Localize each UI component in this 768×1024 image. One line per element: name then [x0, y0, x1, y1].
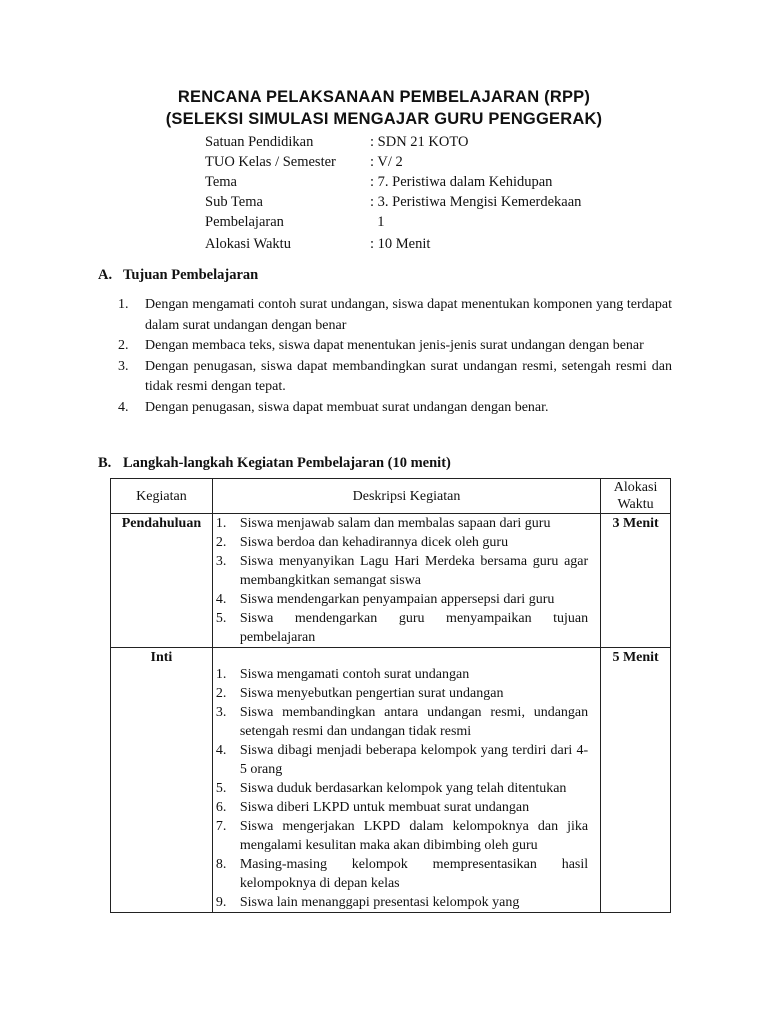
- header-activity: Kegiatan: [111, 479, 213, 514]
- step-number: 1.: [215, 667, 227, 682]
- step-item: [213, 665, 600, 684]
- table-row: [111, 648, 671, 913]
- header-time-line2: Waktu: [617, 497, 654, 512]
- step-number: 5.: [215, 611, 227, 626]
- step-number: 4.: [215, 743, 227, 758]
- list-number: 3.: [118, 358, 129, 374]
- section-b-heading: [98, 455, 451, 472]
- objectives-list: [118, 295, 672, 418]
- meta-label: TUO Kelas / Semester: [205, 154, 336, 170]
- step-text: Siswa menyebutkan pengertian surat undangan: [239, 686, 504, 701]
- steps-cell: [212, 514, 600, 648]
- step-text: Siswa mendengarkan penyampaian appersepsi dari guru: [239, 592, 555, 607]
- phase-cell: Inti: [111, 648, 213, 913]
- step-text: Siswa membandingkan antara undangan resmi, undangan setengah resmi dan undangan tidak resmi: [239, 705, 589, 739]
- step-text: Siswa berdoa dan kehadirannya dicek oleh guru: [239, 535, 509, 550]
- list-text: Dengan penugasan, siswa dapat membandingkan surat undangan resmi, setengah resmi dan tidak resmi dengan tepat.: [145, 358, 672, 394]
- step-text: Siswa mendengarkan guru menyampaikan tujuan pembelajaran: [239, 611, 589, 645]
- meta-value: : 10 Menit: [370, 236, 431, 252]
- meta-label: Pembelajaran: [205, 214, 284, 230]
- time-cell: 3 Menit: [601, 514, 671, 648]
- step-text: Siswa lain menanggapi presentasi kelompok yang: [239, 895, 520, 910]
- list-number: 2.: [118, 338, 129, 353]
- meta-label: Tema: [205, 174, 237, 190]
- step-text: Siswa menyanyikan Lagu Hari Merdeka bersama guru agar membangkitkan semangat siswa: [239, 554, 589, 588]
- meta-value: : SDN 21 KOTO: [370, 134, 469, 150]
- step-text: Siswa dibagi menjadi beberapa kelompok yang terdiri dari 4-5 orang: [239, 743, 589, 777]
- activities-table: [110, 478, 671, 913]
- meta-value: : 3. Peristiwa Mengisi Kemerdekaan: [370, 194, 582, 210]
- document-subtitle: (SELEKSI SIMULASI MENGAJAR GURU PENGGERAK): [165, 110, 603, 128]
- list-text: Dengan mengamati contoh surat undangan, siswa dapat menentukan komponen yang terdapat dalam surat undangan dengan benar: [145, 297, 672, 333]
- list-item: [118, 357, 672, 398]
- step-text: Siswa diberi LKPD untuk membuat surat undangan: [239, 800, 530, 815]
- time-cell: 5 Menit: [601, 648, 671, 913]
- step-number: 3.: [215, 554, 227, 569]
- step-text: Siswa mengamati contoh surat undangan: [239, 667, 470, 682]
- blank-line: [213, 648, 600, 665]
- step-text: Siswa menjawab salam dan membalas sapaan dari guru: [239, 516, 551, 531]
- step-number: 8.: [215, 857, 227, 872]
- list-item: [118, 398, 672, 419]
- table-row: [111, 514, 671, 648]
- section-letter: B.: [98, 455, 112, 471]
- list-item: [118, 295, 672, 336]
- step-text: Siswa mengerjakan LKPD dalam kelompoknya dan jika mengalami kesulitan maka akan dibimbing oleh guru: [239, 819, 589, 853]
- step-number: 4.: [215, 592, 227, 607]
- step-number: 1.: [215, 516, 227, 531]
- step-item: [213, 590, 600, 609]
- step-item: [213, 703, 600, 741]
- section-letter: A.: [98, 267, 113, 283]
- meta-row-lesson: [205, 212, 600, 232]
- step-number: 7.: [215, 819, 227, 834]
- step-item: [213, 855, 600, 893]
- step-item: [213, 684, 600, 703]
- document-title: RENCANA PELAKSANAAN PEMBELAJARAN (RPP): [177, 88, 591, 106]
- list-text: Dengan penugasan, siswa dapat membuat surat undangan dengan benar.: [145, 399, 549, 415]
- meta-row-subtheme: [205, 192, 600, 212]
- section-title: Tujuan Pembelajaran: [123, 267, 259, 283]
- meta-label: Sub Tema: [205, 194, 263, 210]
- phase-cell: Pendahuluan: [111, 514, 213, 648]
- meta-value: 1: [370, 214, 385, 230]
- step-item: [213, 533, 600, 552]
- list-number: 4.: [118, 399, 129, 415]
- step-number: 2.: [215, 535, 227, 550]
- step-item: [213, 817, 600, 855]
- meta-value: : 7. Peristiwa dalam Kehidupan: [370, 174, 553, 190]
- section-a-heading: [98, 267, 258, 284]
- step-number: 2.: [215, 686, 227, 701]
- step-number: 9.: [215, 895, 227, 910]
- step-number: 3.: [215, 705, 227, 720]
- step-number: 5.: [215, 781, 227, 796]
- table-header-row: [111, 479, 671, 514]
- step-text: Masing-masing kelompok mempresentasikan hasil kelompoknya di depan kelas: [239, 857, 589, 891]
- meta-label: Alokasi Waktu: [205, 236, 291, 252]
- step-item: [213, 741, 600, 779]
- meta-value: : V/ 2: [370, 154, 403, 170]
- steps-cell: [212, 648, 600, 913]
- step-number: 6.: [215, 800, 227, 815]
- step-item: [213, 552, 600, 590]
- meta-row-class: [205, 152, 600, 172]
- list-item: [118, 336, 672, 357]
- section-title: Langkah-langkah Kegiatan Pembelajaran (10 menit): [123, 455, 451, 471]
- header-time-line1: Alokasi: [613, 480, 658, 495]
- meta-row-theme: [205, 172, 600, 192]
- meta-row-time: [205, 234, 600, 254]
- step-item: [213, 779, 600, 798]
- list-text: Dengan membaca teks, siswa dapat menentukan jenis-jenis surat undangan dengan benar: [145, 338, 644, 353]
- meta-label: Satuan Pendidikan: [205, 134, 314, 150]
- step-item: [213, 893, 600, 912]
- header-time: [601, 479, 671, 514]
- step-text: Siswa duduk berdasarkan kelompok yang telah ditentukan: [239, 781, 567, 796]
- step-item: [213, 609, 600, 647]
- header-description: Deskripsi Kegiatan: [212, 479, 600, 514]
- meta-row-school: [205, 132, 600, 152]
- list-number: 1.: [118, 297, 129, 312]
- identity-block: [205, 132, 600, 254]
- step-item: [213, 514, 600, 533]
- step-item: [213, 798, 600, 817]
